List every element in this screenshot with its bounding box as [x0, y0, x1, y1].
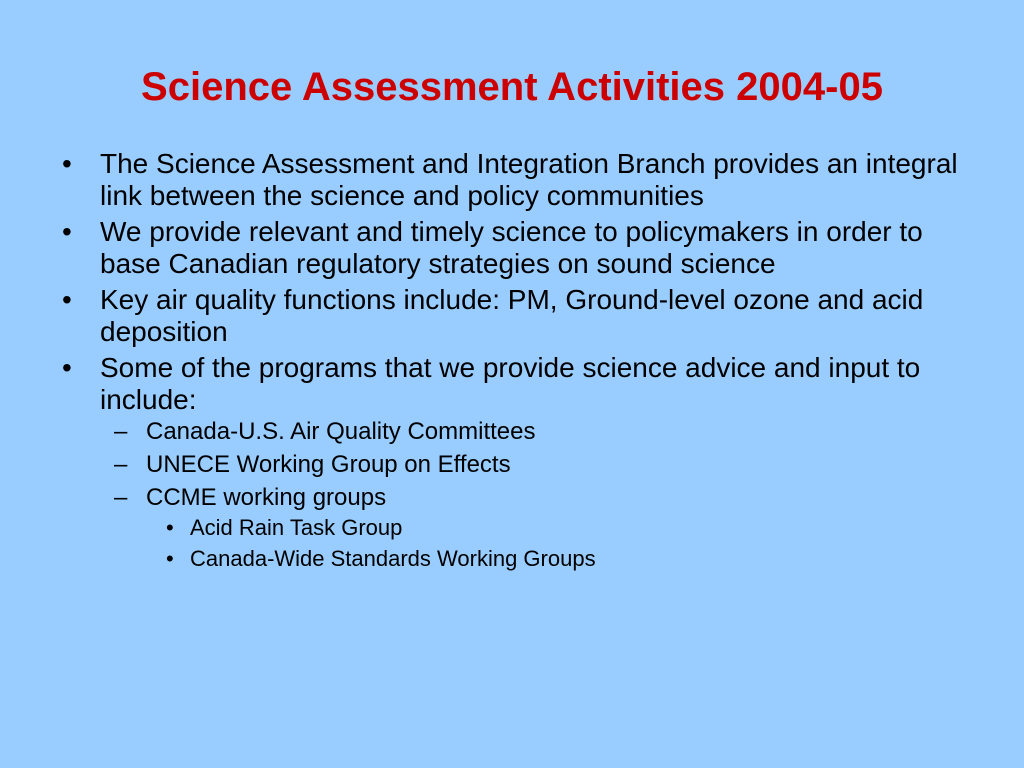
sub-sub-bullet-item — [146, 515, 986, 541]
bullet-icon: • — [166, 515, 174, 540]
sub-sub-bullet-text: Acid Rain Task Group — [190, 515, 403, 540]
sub-bullet-item — [100, 418, 986, 446]
bullet-icon: • — [62, 216, 72, 247]
sub-bullet-text: UNECE Working Group on Effects — [146, 451, 511, 478]
bullet-text: Some of the programs that we provide science advice and input to include: — [100, 352, 921, 415]
dash-icon: – — [114, 484, 128, 511]
bullet-item — [56, 148, 986, 212]
sub-bullet-text: Canada-U.S. Air Quality Committees — [146, 418, 536, 445]
bullet-icon: • — [62, 284, 72, 315]
dash-icon: – — [114, 451, 128, 478]
bullet-item — [56, 352, 986, 572]
bullet-list — [56, 148, 986, 577]
sub-bullet-text: CCME working groups — [146, 484, 387, 511]
bullet-item — [56, 216, 986, 280]
sub-bullet-item — [100, 484, 986, 572]
sub-bullet-list — [100, 418, 986, 572]
bullet-text: Key air quality functions include: PM, Ground-level ozone and acid deposition — [100, 284, 924, 347]
sub-sub-bullet-text: Canada-Wide Standards Working Groups — [190, 546, 596, 571]
sub-bullet-item — [100, 451, 986, 479]
sub-sub-bullet-item — [146, 546, 986, 572]
bullet-text: The Science Assessment and Integration Branch provides an integral link between the science and policy communities — [100, 148, 958, 211]
dash-icon: – — [114, 418, 128, 445]
bullet-icon: • — [62, 148, 72, 179]
slide-title: Science Assessment Activities 2004-05 — [141, 65, 883, 109]
sub-sub-bullet-list — [146, 515, 986, 572]
bullet-text: We provide relevant and timely science to policymakers in order to base Canadian regulatory strategies on sound science — [100, 216, 923, 279]
bullet-icon: • — [62, 352, 72, 383]
bullet-item — [56, 284, 986, 348]
bullet-icon: • — [166, 546, 174, 571]
